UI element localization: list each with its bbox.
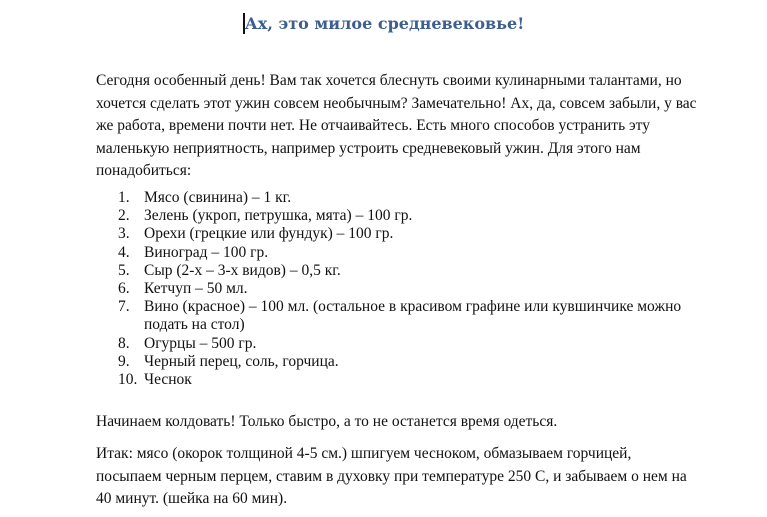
list-item-text: Сыр (2-х – 3-х видов) – 0,5 кг. <box>144 261 341 279</box>
title-text[interactable]: Ах, это милое средневековье! <box>244 14 525 33</box>
list-number: 1. <box>118 189 130 206</box>
paragraph-line: 40 минут. (шейка на 60 мин). <box>96 490 288 508</box>
list-item <box>118 353 718 371</box>
list-item <box>118 371 718 389</box>
paragraph-line: Итак: мясо (окорок толщиной 4-5 см.) шпигуем чесноком, обмазываем горчицей, <box>96 445 632 462</box>
list-item <box>118 225 718 243</box>
intro-line: маленькую неприятность, например устроить средневековый ужин. Для этого нам <box>96 139 641 157</box>
list-item-text: Кетчуп – 50 мл. <box>144 280 248 298</box>
list-item-text: Орехи (грецкие или фундук) – 100 гр. <box>144 225 394 243</box>
paragraph-line: Начинаем колдовать! Только быстро, а то не останется время одеться. <box>96 413 558 430</box>
list-item-text: Огурцы – 500 гр. <box>144 334 257 352</box>
list-number: 7. <box>118 298 130 316</box>
list-item-text: Чеснок <box>144 371 192 389</box>
intro-line: Сегодня особенный день! Вам так хочется блеснуть своими кулинарными талантами, но <box>96 72 682 89</box>
list-item <box>118 335 718 353</box>
list-number: 3. <box>118 225 130 243</box>
list-item-text: Зелень (укроп, петрушка, мята) – 100 гр. <box>144 207 413 225</box>
list-item <box>118 207 718 225</box>
list-item <box>118 280 718 298</box>
list-number: 8. <box>118 334 130 352</box>
intro-line: хочется сделать этот ужин совсем необычным? Замечательно! Ах, да, совсем забыли, у вас <box>96 94 697 112</box>
list-number: 5. <box>118 261 130 279</box>
list-item-text: Вино (красное) – 100 мл. (остальное в красивом графине или кувшинчике можно <box>144 298 682 316</box>
list-item <box>118 189 718 207</box>
list-item <box>118 298 718 334</box>
list-number: 6. <box>118 280 130 298</box>
instructions-paragraph[interactable] <box>96 443 736 511</box>
list-number: 10. <box>118 371 138 389</box>
list-item-text: Мясо (свинина) – 1 кг. <box>144 189 292 206</box>
list-number: 9. <box>118 352 130 370</box>
list-item <box>118 244 718 262</box>
ingredients-list[interactable] <box>118 189 718 389</box>
list-item-text: подать на стол) <box>144 316 245 334</box>
start-paragraph[interactable] <box>96 411 736 434</box>
intro-paragraph[interactable] <box>96 70 736 183</box>
list-number: 2. <box>118 207 130 225</box>
intro-line: же работа, времени почти нет. Не отчаивайтесь. Есть много способов устранить эту <box>96 117 650 135</box>
list-number: 4. <box>118 243 130 261</box>
list-item <box>118 262 718 280</box>
list-item-text: Виноград – 100 гр. <box>144 243 269 261</box>
paragraph-line: посыпаем черным перцем, ставим в духовку при температуре 250 С, и забываем о нем на <box>96 467 687 485</box>
document-title[interactable] <box>0 14 767 33</box>
list-item-text: Черный перец, соль, горчица. <box>144 352 339 370</box>
text-cursor <box>243 13 245 34</box>
intro-line: понадобиться: <box>96 162 192 180</box>
